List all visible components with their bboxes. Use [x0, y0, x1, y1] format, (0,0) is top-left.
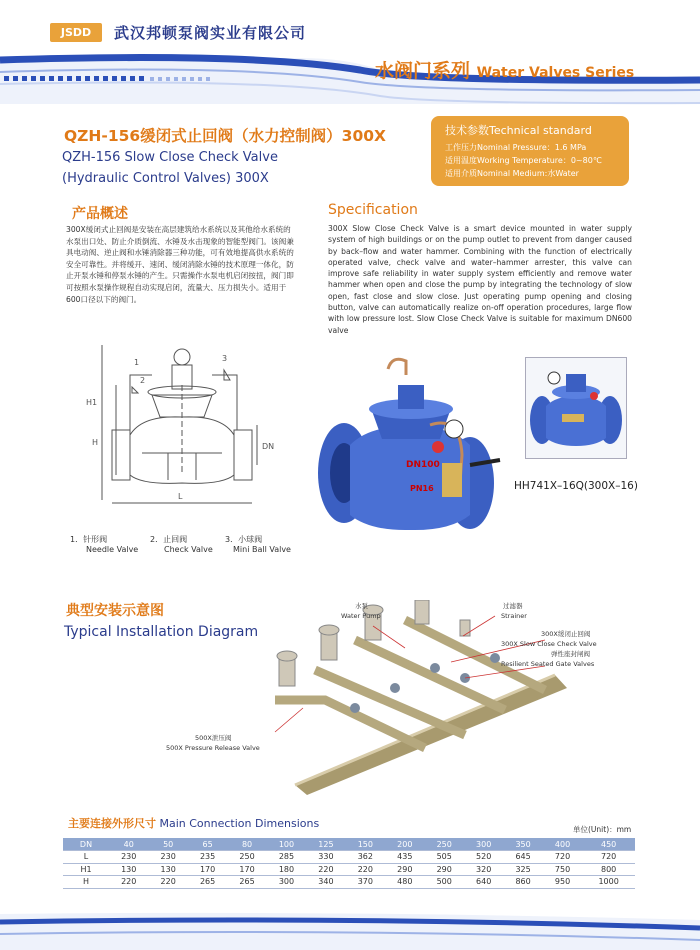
header-swoosh: [0, 0, 700, 110]
label-check-valve-en: 300X Slow Close Check Valve: [501, 640, 597, 648]
dimensions-cell: 500: [425, 876, 464, 889]
dimensions-row: [63, 876, 635, 889]
dimensions-cell: 320: [464, 863, 503, 876]
tech-medium: 适用介质Nominal Medium:水Water: [445, 169, 579, 178]
dimensions-cell: 130: [109, 863, 148, 876]
install-heading-en: Typical Installation Diagram: [64, 624, 259, 640]
dimensions-row: [63, 863, 635, 876]
callout-3: 3: [222, 354, 228, 363]
series-title: [375, 56, 634, 83]
dimensions-cell: 350: [503, 838, 542, 851]
callout-2: 2: [140, 376, 146, 385]
install-heading-cn: 典型安装示意图: [66, 603, 164, 619]
dimensions-cell: 80: [227, 838, 266, 851]
dimensions-cell: 265: [188, 876, 227, 889]
legend-needle-valve-cn: 1．针形阀: [70, 535, 108, 544]
dimensions-table: [63, 838, 635, 889]
model-number: HH741X–16Q(300X–16): [514, 480, 638, 492]
dimensions-cell: 400: [543, 838, 582, 851]
label-check-valve-cn: 300X缓闭止回阀: [541, 630, 591, 638]
dimensions-cell: 50: [148, 838, 187, 851]
tech-standard-box: [431, 116, 629, 186]
dim-label-l: L: [178, 492, 183, 501]
dimensions-cell: 720: [543, 851, 582, 864]
dimensions-cell: 130: [148, 863, 187, 876]
dimensions-cell: 200: [385, 838, 424, 851]
dimensions-cell: 300: [464, 838, 503, 851]
dimensions-cell: DN: [63, 838, 109, 851]
product-title-en-2: (Hydraulic Control Valves) 300X: [62, 171, 269, 186]
dimensions-cell: 370: [346, 876, 385, 889]
tech-temperature: 适用温度Working Temperature：0~80℃: [445, 156, 602, 165]
dimensions-cell: 125: [306, 838, 345, 851]
label-gate-valve-cn: 弹性座封闸阀: [551, 650, 590, 658]
valve-photo-small: [525, 357, 627, 459]
dimensions-cell: 330: [306, 851, 345, 864]
product-title-en-1: QZH-156 Slow Close Check Valve: [62, 150, 278, 165]
dimensions-cell: 65: [188, 838, 227, 851]
label-strainer-cn: 过滤器: [503, 602, 523, 610]
company-logo: JSDD: [50, 23, 102, 42]
dimensions-cell: 250: [227, 851, 266, 864]
dimensions-cell: 235: [188, 851, 227, 864]
dimensions-header-row: [63, 838, 635, 851]
label-release-valve-cn-text: 500X泄压阀: [195, 734, 232, 742]
dimensions-cell: 480: [385, 876, 424, 889]
dimensions-cell: 450: [582, 838, 635, 851]
tech-pressure: 工作压力Nominal Pressure：1.6 MPa: [445, 143, 587, 152]
label-pump-en: Water Pump: [341, 612, 381, 620]
overview-text-en: 300X Slow Close Check Valve is a smart device mounted in water supply system of high buildings or on the pump outlet to prevent from danger caused by back–flow and water hammer. Combining with the function of electrically operated valve, check valve and water–hammer arrester, this valve can improve safe reliability in water supply system efficiently and remove water hammer when open and close the pump by integrating the technology of slow open, fast close and slow close. Just operating pump opening and closing button, valve can automatically realize on-off operation procedures, large flow with low pressure lost. Slow Close Check Valve is suitable for maximum DN600 valve: [328, 224, 632, 335]
footer-swoosh: [0, 910, 700, 950]
dimensions-cell: 220: [346, 863, 385, 876]
dimensions-cell: 265: [227, 876, 266, 889]
body-mark-pn: PN16: [410, 484, 434, 493]
valve-section-drawing: [72, 335, 297, 560]
dimensions-cell: 362: [346, 851, 385, 864]
dimensions-cell: 170: [188, 863, 227, 876]
legend-mini-ball-valve-cn: 3．小球阀: [225, 535, 263, 544]
dimensions-cell: 645: [503, 851, 542, 864]
body-mark-dn: DN100: [406, 460, 440, 470]
dim-label-dn: DN: [262, 442, 275, 451]
series-title-en: Water Valves Series: [476, 65, 635, 81]
dimensions-cell: 340: [306, 876, 345, 889]
dimensions-cell: 170: [227, 863, 266, 876]
dimensions-cell: 230: [148, 851, 187, 864]
overview-text-cn: 300X缓闭式止回阀是安装在高层建筑给水系统以及其他给水系统的水泵出口处、防止介质倒流、水锤及水击现象的智能型阀门。该阀兼具电动阀、逆止阀和水锤消除器三种功能，可有效地提高供水系统的安全可靠性。并将缓开、速闭、缓闭消除水锤的技术原理一体化，防止开泵水锤和停泵水锤的产生。只需操作水泵电机启闭按扭，阀门即可按照水泵操作规程自动实现启闭，流量大、压力损失小。适用于600口径以下的阀门。: [66, 225, 294, 304]
dimensions-cell: 325: [503, 863, 542, 876]
legend-mini-ball-valve: [225, 534, 291, 554]
installation-diagram: [255, 600, 655, 795]
dimensions-cell: 250: [425, 838, 464, 851]
dim-label-h1: H1: [86, 398, 98, 407]
label-pump-cn: 水泵: [355, 602, 368, 610]
dimensions-cell: 860: [503, 876, 542, 889]
legend-check-valve-cn: 2．止回阀: [150, 535, 188, 544]
dimensions-cell: 435: [385, 851, 424, 864]
dimensions-cell: 1000: [582, 876, 635, 889]
dimensions-title-cn: 主要连接外形尺寸: [68, 817, 156, 830]
legend-needle-valve-en: Needle Valve: [86, 545, 139, 554]
dimensions-cell: H: [63, 876, 109, 889]
legend-check-valve-en: Check Valve: [164, 545, 213, 554]
valve-photo-small-art: [526, 358, 626, 458]
dimensions-cell: 290: [425, 863, 464, 876]
dimensions-cell: 640: [464, 876, 503, 889]
label-strainer-en: Strainer: [501, 612, 527, 620]
dimensions-cell: 180: [267, 863, 306, 876]
company-name: 武汉邦顿泵阀实业有限公司: [114, 24, 307, 42]
valve-photo-large: [310, 355, 510, 545]
dimensions-cell: 950: [543, 876, 582, 889]
dimensions-unit: 单位(Unit)：mm: [573, 825, 632, 834]
dimensions-title-en: Main Connection Dimensions: [159, 817, 320, 830]
dim-label-h: H: [92, 438, 99, 447]
dimensions-cell: 220: [109, 876, 148, 889]
dimensions-cell: H1: [63, 863, 109, 876]
callout-1: 1: [134, 358, 140, 367]
dimensions-cell: 290: [385, 863, 424, 876]
dimensions-cell: 750: [543, 863, 582, 876]
dimensions-cell: 285: [267, 851, 306, 864]
series-title-cn: 水阀门系列: [375, 60, 471, 82]
dimensions-cell: 230: [109, 851, 148, 864]
legend-mini-ball-valve-en: Mini Ball Valve: [233, 545, 291, 554]
dimensions-cell: 100: [267, 838, 306, 851]
overview-heading-cn: 产品概述: [72, 206, 128, 222]
dimensions-cell: 800: [582, 863, 635, 876]
dimensions-cell: 40: [109, 838, 148, 851]
product-title-cn: QZH-156缓闭式止回阀（水力控制阀）300X: [64, 127, 386, 145]
tech-heading: 技术参数Technical standard: [445, 124, 592, 137]
dimensions-cell: 220: [306, 863, 345, 876]
dimensions-cell: 220: [148, 876, 187, 889]
dimensions-row: [63, 851, 635, 864]
dimensions-title: [68, 815, 319, 831]
dimensions-cell: 505: [425, 851, 464, 864]
legend-needle-valve: [70, 534, 138, 554]
overview-heading-en: Specification: [328, 202, 418, 218]
legend-check-valve: [150, 534, 213, 554]
dimensions-cell: 150: [346, 838, 385, 851]
dimensions-cell: 300: [267, 876, 306, 889]
dimensions-cell: 720: [582, 851, 635, 864]
label-release-valve-en: 500X Pressure Release Valve: [166, 744, 260, 752]
dimensions-cell: 520: [464, 851, 503, 864]
dimensions-cell: L: [63, 851, 109, 864]
label-gate-valve-en: Resilient Seated Gate Valves: [501, 660, 595, 668]
